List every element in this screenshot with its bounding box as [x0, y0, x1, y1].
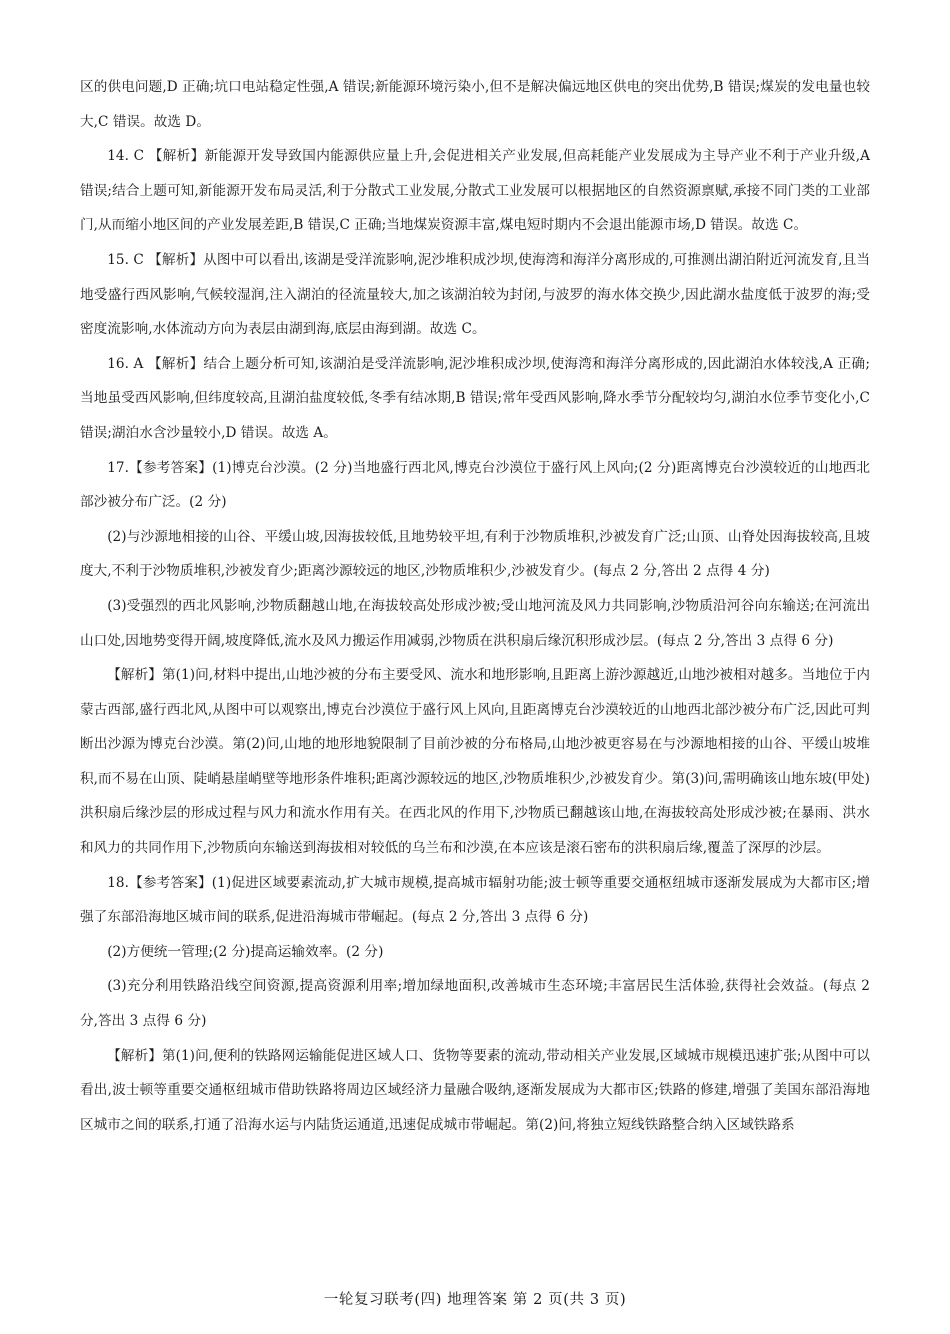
paragraph-q15-analysis: 15. C 【解析】从图中可以看出,该湖是受洋流影响,泥沙堆积成沙坝,使海湾和海洋分离形成的,可推测出湖泊附近河流发育,且当地受盛行西风影响,气候较湿润,注入湖泊的径流量较大,加之该湖泊较为封闭,与波罗的海水体交换少,因此湖水盐度低于波罗的海;受密度流影响,水体流动方向为表层由湖到海,底层由海到湖。故选 C。 — [80, 251, 870, 338]
paragraph-q13-continuation: 区的供电问题,D 正确;坑口电站稳定性强,A 错误;新能源环境污染小,但不是解决偏远地区供电的突出优势,B 错误;煤炭的发电量也较大,C 错误。故选 D。 — [80, 79, 870, 130]
paragraph-q17-answer-3: (3)受强烈的西北风影响,沙物质翻越山地,在海拔较高处形成沙被;受山地河流及风力共同影响,沙物质沿河谷向东输送;在河流出山口处,因地势变得开阔,坡度降低,流水及风力搬运作用减弱,沙物质在洪积扇后缘沉积形成沙层。(每点 2 分,答出 3 点得 6 分) — [80, 597, 870, 649]
page-footer: 一轮复习联考(四) 地理答案 第 2 页(共 3 页) — [323, 1292, 627, 1308]
paragraph-q16-analysis: 16. A 【解析】结合上题分析可知,该湖泊是受洋流影响,泥沙堆积成沙坝,使海湾和海洋分离形成的,因此湖泊水体较浅,A 正确;当地虽受西风影响,但纬度较高,且湖泊盐度较低,冬季有结冰期,B 错误;常年受西风影响,降水季节分配较均匀,湖泊水位季节变化小,C 错误;湖泊水含沙量较小,D 错误。故选 A。 — [80, 355, 870, 441]
paragraph-q18-answer-2: (2)方便统一管理;(2 分)提高运输效率。(2 分) — [107, 943, 384, 960]
paragraph-q17-analysis: 【解析】第(1)问,材料中提出,山地沙被的分布主要受风、流水和地形影响,且距离上游沙源越近,山地沙被相对越多。当地位于内蒙古西部,盛行西北风,从图中可以观察出,博克台沙漠位于盛行风上风向,且距离博克台沙漠较近的山地西北部沙被分布广泛,因此可判断出沙源为博克台沙漠。第(2)问,山地的地形地貌限制了目前沙被的分布格局,山地沙被更容易在与沙源地相接的山谷、平缓山坡堆积,而不易在山顶、陡峭悬崖峭壁等地形条件堆积;距离沙源较远的地区,沙物质堆积少,沙被发育少。第(3)问,需明确该山地东坡(甲处)洪积扇后缘沙层的形成过程与风力和流水作用有关。在西北风的作用下,沙物质已翻越该山地,在海拔较高处形成沙被;在暴雨、洪水和风力的共同作用下,沙物质向东输送到海拔相对较低的乌兰布和沙漠,在本应该是滚石密布的洪积扇后缘,覆盖了深厚的沙层。 — [80, 667, 870, 857]
paragraph-q18-analysis: 【解析】第(1)问,便利的铁路网运输能促进区域人口、货物等要素的流动,带动相关产业发展,区域城市规模迅速扩张;从图中可以看出,波士顿等重要交通枢纽城市借助铁路将周边区域经济力量融合吸纳,逐渐发展成为大都市区;铁路的修建,增强了美国东部沿海地区城市之间的联系,打通了沿海水运与内陆货运通道,迅速促成城市带崛起。第(2)问,将独立短线铁路整合纳入区域铁路系 — [80, 1047, 870, 1133]
paragraph-q18-answer-1: 18.【参考答案】(1)促进区域要素流动,扩大城市规模,提高城市辐射功能;波士顿等重要交通枢纽城市逐渐发展成为大都市区;增强了东部沿海地区城市间的联系,促进沿海城市带崛起。(每点 2 分,答出 3 点得 6 分) — [80, 874, 870, 926]
paragraph-q18-answer-3: (3)充分利用铁路沿线空间资源,提高资源利用率;增加绿地面积,改善城市生态环境;丰富居民生活体验,获得社会效益。(每点 2 分,答出 3 点得 6 分) — [80, 978, 870, 1030]
paragraph-q17-answer-2: (2)与沙源地相接的山谷、平缓山坡,因海拔较低,且地势较平坦,有利于沙物质堆积,沙被发育广泛;山顶、山脊处因海拔较高,且坡度大,不利于沙物质堆积,沙被发育少;距离沙源较远的地区,沙物质堆积少,沙被发育少。(每点 2 分,答出 2 点得 4 分) — [80, 528, 870, 580]
paragraph-q17-answer-1: 17.【参考答案】(1)博克台沙漠。(2 分)当地盛行西北风,博克台沙漠位于盛行风上风向;(2 分)距离博克台沙漠较近的山地西北部沙被分布广泛。(2 分) — [80, 459, 870, 511]
paragraph-q14-analysis: 14. C 【解析】新能源开发导致国内能源供应量上升,会促进相关产业发展,但高耗能产业发展成为主导产业不利于产业升级,A 错误;结合上题可知,新能源开发布局灵活,利于分散式工业发展,分散式工业发展可以根据地区的自然资源禀赋,承接不同门类的工业部门,从而缩小地区间的产业发展差距,B 错误,C 正确;当地煤炭资源丰富,煤电短时期内不会退出能源市场,D 错误。故选 C。 — [80, 148, 870, 234]
